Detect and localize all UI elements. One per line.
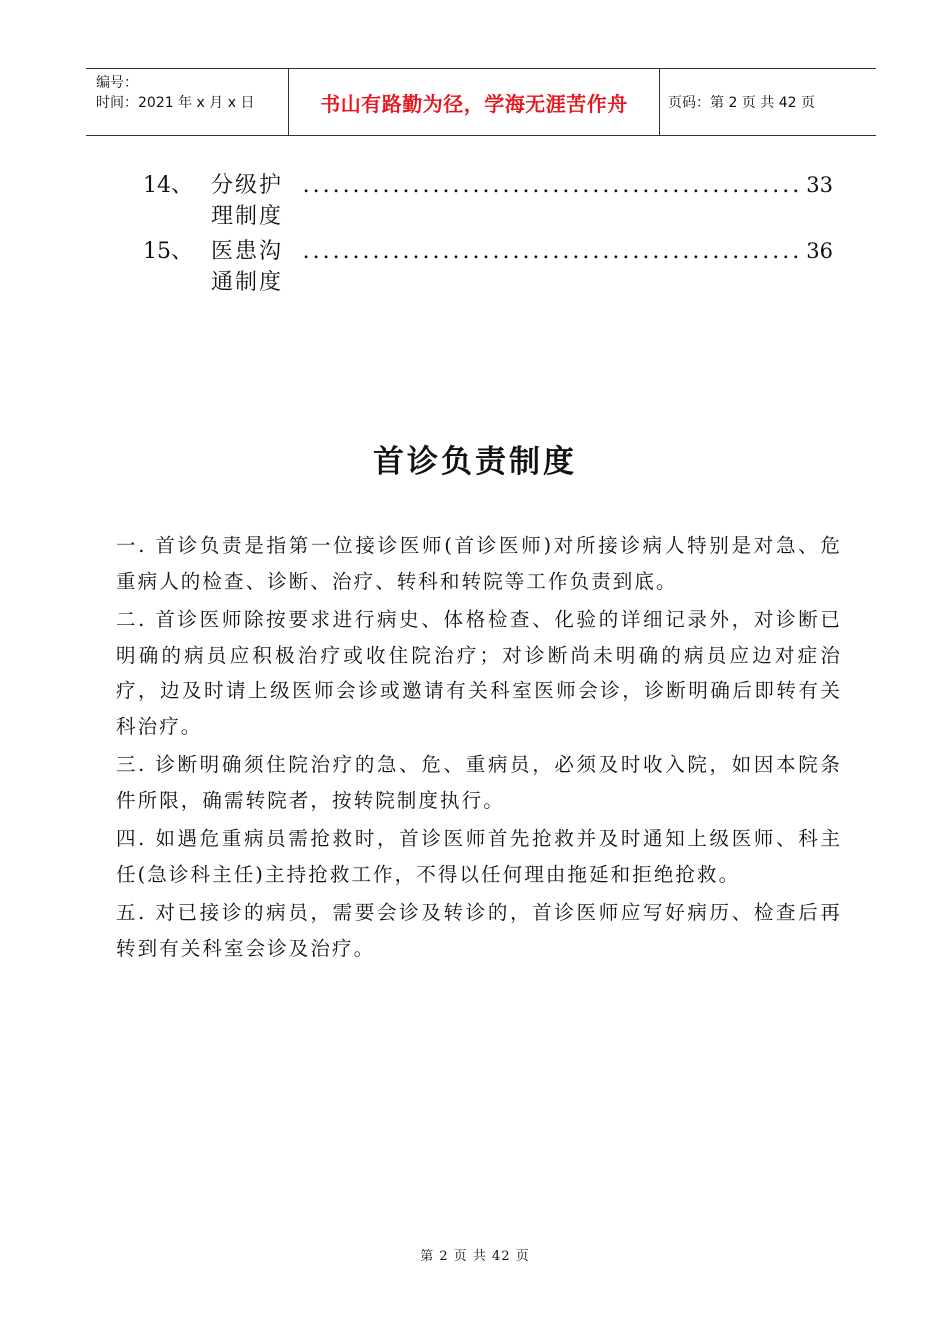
toc-number: 14、	[143, 173, 193, 198]
header-page-info: 页码：第 2 页 共 42 页	[668, 95, 815, 111]
toc-page-number: 33	[806, 173, 833, 197]
document-header	[86, 68, 876, 136]
toc-entry[interactable]	[143, 234, 833, 296]
toc-title: 医患沟通制度	[211, 239, 284, 295]
paragraph: 一. 首诊负责是指第一位接诊医师(首诊医师)对所接诊病人特别是对急、危重病人的检查、诊断、治疗、转科和转院等工作负责到底。	[116, 534, 842, 593]
toc-title: 分级护理制度	[211, 173, 284, 229]
section-body	[116, 528, 842, 969]
toc-entry[interactable]	[143, 168, 833, 230]
toc-number: 15、	[143, 239, 193, 264]
header-motto: 书山有路勤为径，学海无涯苦作舟	[288, 69, 660, 135]
toc-leader-dots: ..................................................	[302, 239, 803, 264]
paragraph: 五. 对已接诊的病员，需要会诊及转诊的，首诊医师应写好病历、检查后再转到有关科室会诊及治疗。	[116, 901, 842, 960]
page-footer: 第 2 页 共 42 页	[420, 1249, 530, 1264]
section-title: 首诊负责制度	[373, 444, 577, 480]
header-meta	[86, 69, 288, 135]
paragraph: 四. 如遇危重病员需抢救时，首诊医师首先抢救并及时通知上级医师、科主任(急诊科主任)主持抢救工作，不得以任何理由拖延和拒绝抢救。	[116, 827, 842, 886]
toc-leader-dots: ..................................................	[302, 173, 803, 198]
paragraph: 二. 首诊医师除按要求进行病史、体格检查、化验的详细记录外，对诊断已明确的病员应积极治疗或收住院治疗；对诊断尚未明确的病员应边对症治疗，边及时请上级医师会诊或邀请有关科室医师会诊，诊断明确后即转有关科治疗。	[116, 608, 842, 738]
document-date: 时间：2021 年 x 月 x 日	[96, 95, 255, 111]
paragraph: 三. 诊断明确须住院治疗的急、危、重病员，必须及时收入院，如因本院条件所限，确需转院者，按转院制度执行。	[116, 753, 842, 812]
toc-page-number: 36	[806, 239, 833, 263]
document-number: 编号：	[96, 75, 138, 91]
